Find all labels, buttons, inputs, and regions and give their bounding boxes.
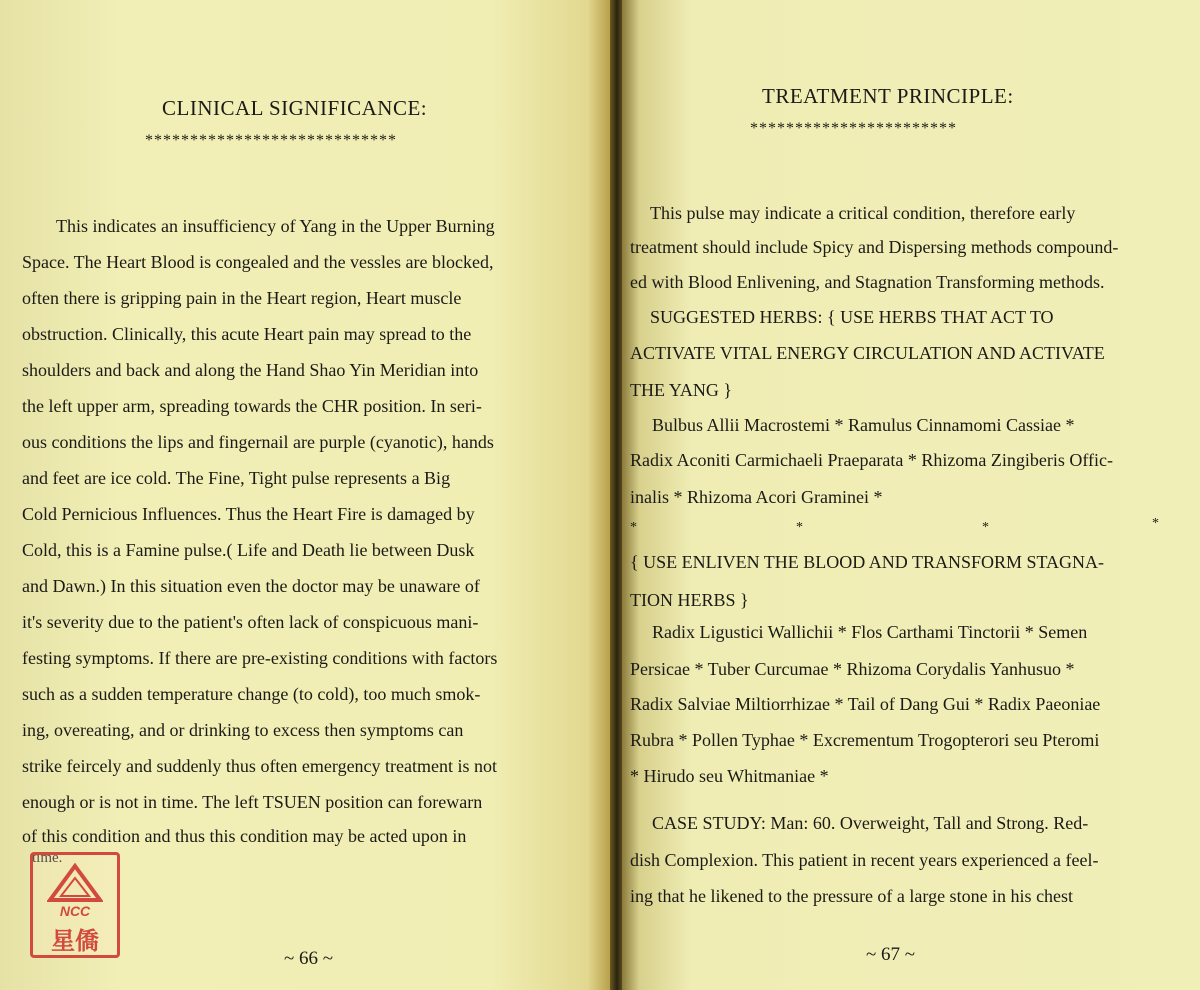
text-line: CASE STUDY: Man: 60. Overweight, Tall and Strong. Red- [652, 813, 1089, 833]
text-line: such as a sudden temperature change (to cold), too much smok- [22, 684, 481, 704]
left-heading-stars: **************************** [145, 132, 397, 149]
seal-latin-text: NCC [59, 903, 91, 919]
text-line: festing symptoms. If there are pre-existing conditions with factors [22, 648, 498, 668]
seal-chinese-text: 星僑 [51, 927, 99, 955]
right-page [622, 0, 1200, 990]
text-line: Cold Pernicious Influences. Thus the Heart Fire is damaged by [22, 504, 475, 524]
text-line: shoulders and back and along the Hand Shao Yin Meridian into [22, 360, 479, 380]
text-line: * Hirudo seu Whitmaniae * [630, 766, 829, 786]
text-line: enough or is not in time. The left TSUEN position can forewarn [22, 792, 483, 812]
text-line: SUGGESTED HERBS: { USE HERBS THAT ACT TO [650, 307, 1054, 327]
text-line: and Dawn.) In this situation even the doctor may be unaware of [22, 576, 480, 596]
text-line: time. [32, 850, 63, 866]
right-heading-stars: *********************** [750, 120, 957, 137]
text-line: and feet are ice cold. The Fine, Tight pulse represents a Big [22, 468, 451, 488]
text-line: obstruction. Clinically, this acute Heart pain may spread to the [22, 324, 472, 344]
text-line: the left upper arm, spreading towards the CHR position. In seri- [22, 396, 482, 416]
separator-star: * [796, 520, 803, 535]
text-line: ous conditions the lips and fingernail are purple (cyanotic), hands [22, 432, 494, 452]
text-line: Radix Aconiti Carmichaeli Praeparata * Rhizoma Zingiberis Offic- [630, 450, 1114, 470]
text-line: ed with Blood Enlivening, and Stagnation Transforming methods. [630, 272, 1105, 292]
text-line: ing that he likened to the pressure of a large stone in his chest [630, 886, 1074, 906]
text-line: TION HERBS } [630, 590, 749, 610]
text-line: of this condition and thus this condition may be acted upon in [22, 826, 467, 846]
text-line: it's severity due to the patient's often lack of conspicuous mani- [22, 612, 479, 632]
text-line: Radix Salviae Miltiorrhizae * Tail of Dang Gui * Radix Paeoniae [630, 694, 1101, 714]
text-line: Bulbus Allii Macrostemi * Ramulus Cinnamomi Cassiae * [652, 415, 1075, 435]
ncc-seal [30, 852, 120, 958]
text-line: inalis * Rhizoma Acori Graminei * [630, 487, 883, 507]
text-line: ing, overeating, and or drinking to excess then symptoms can [22, 720, 464, 740]
text-line: treatment should include Spicy and Dispersing methods compound- [630, 237, 1119, 257]
text-line: Cold, this is a Famine pulse.( Life and Death lie between Dusk [22, 540, 475, 560]
text-line: { USE ENLIVEN THE BLOOD AND TRANSFORM STAGNA- [630, 552, 1105, 572]
separator-star: * [982, 520, 989, 535]
text-line: Radix Ligustici Wallichii * Flos Carthami Tinctorii * Semen [652, 622, 1088, 642]
text-line: dish Complexion. This patient in recent years experienced a feel- [630, 850, 1099, 870]
text-line: Space. The Heart Blood is congealed and the vessles are blocked, [22, 252, 494, 272]
left-heading: CLINICAL SIGNIFICANCE: [162, 96, 428, 120]
text-line: often there is gripping pain in the Heart region, Heart muscle [22, 288, 462, 308]
separator-star: * [1152, 516, 1159, 531]
text-line: strike feircely and suddenly thus often emergency treatment is not [22, 756, 498, 776]
text-line: Persicae * Tuber Curcumae * Rhizoma Corydalis Yanhusuo * [630, 659, 1075, 679]
text-line: ACTIVATE VITAL ENERGY CIRCULATION AND ACTIVATE [630, 343, 1105, 363]
text-line: THE YANG } [630, 380, 732, 400]
text-line: This pulse may indicate a critical condition, therefore early [650, 203, 1076, 223]
separator-star: * [630, 520, 637, 535]
right-heading: TREATMENT PRINCIPLE: [762, 84, 1014, 108]
page-number: ~ 67 ~ [866, 944, 916, 965]
triangle-logo-icon [47, 863, 103, 903]
text-line: Rubra * Pollen Typhae * Excrementum Trogopterori seu Pteromi [630, 730, 1100, 750]
text-line: This indicates an insufficiency of Yang in the Upper Burning [56, 216, 495, 236]
page-number: ~ 66 ~ [284, 948, 334, 969]
